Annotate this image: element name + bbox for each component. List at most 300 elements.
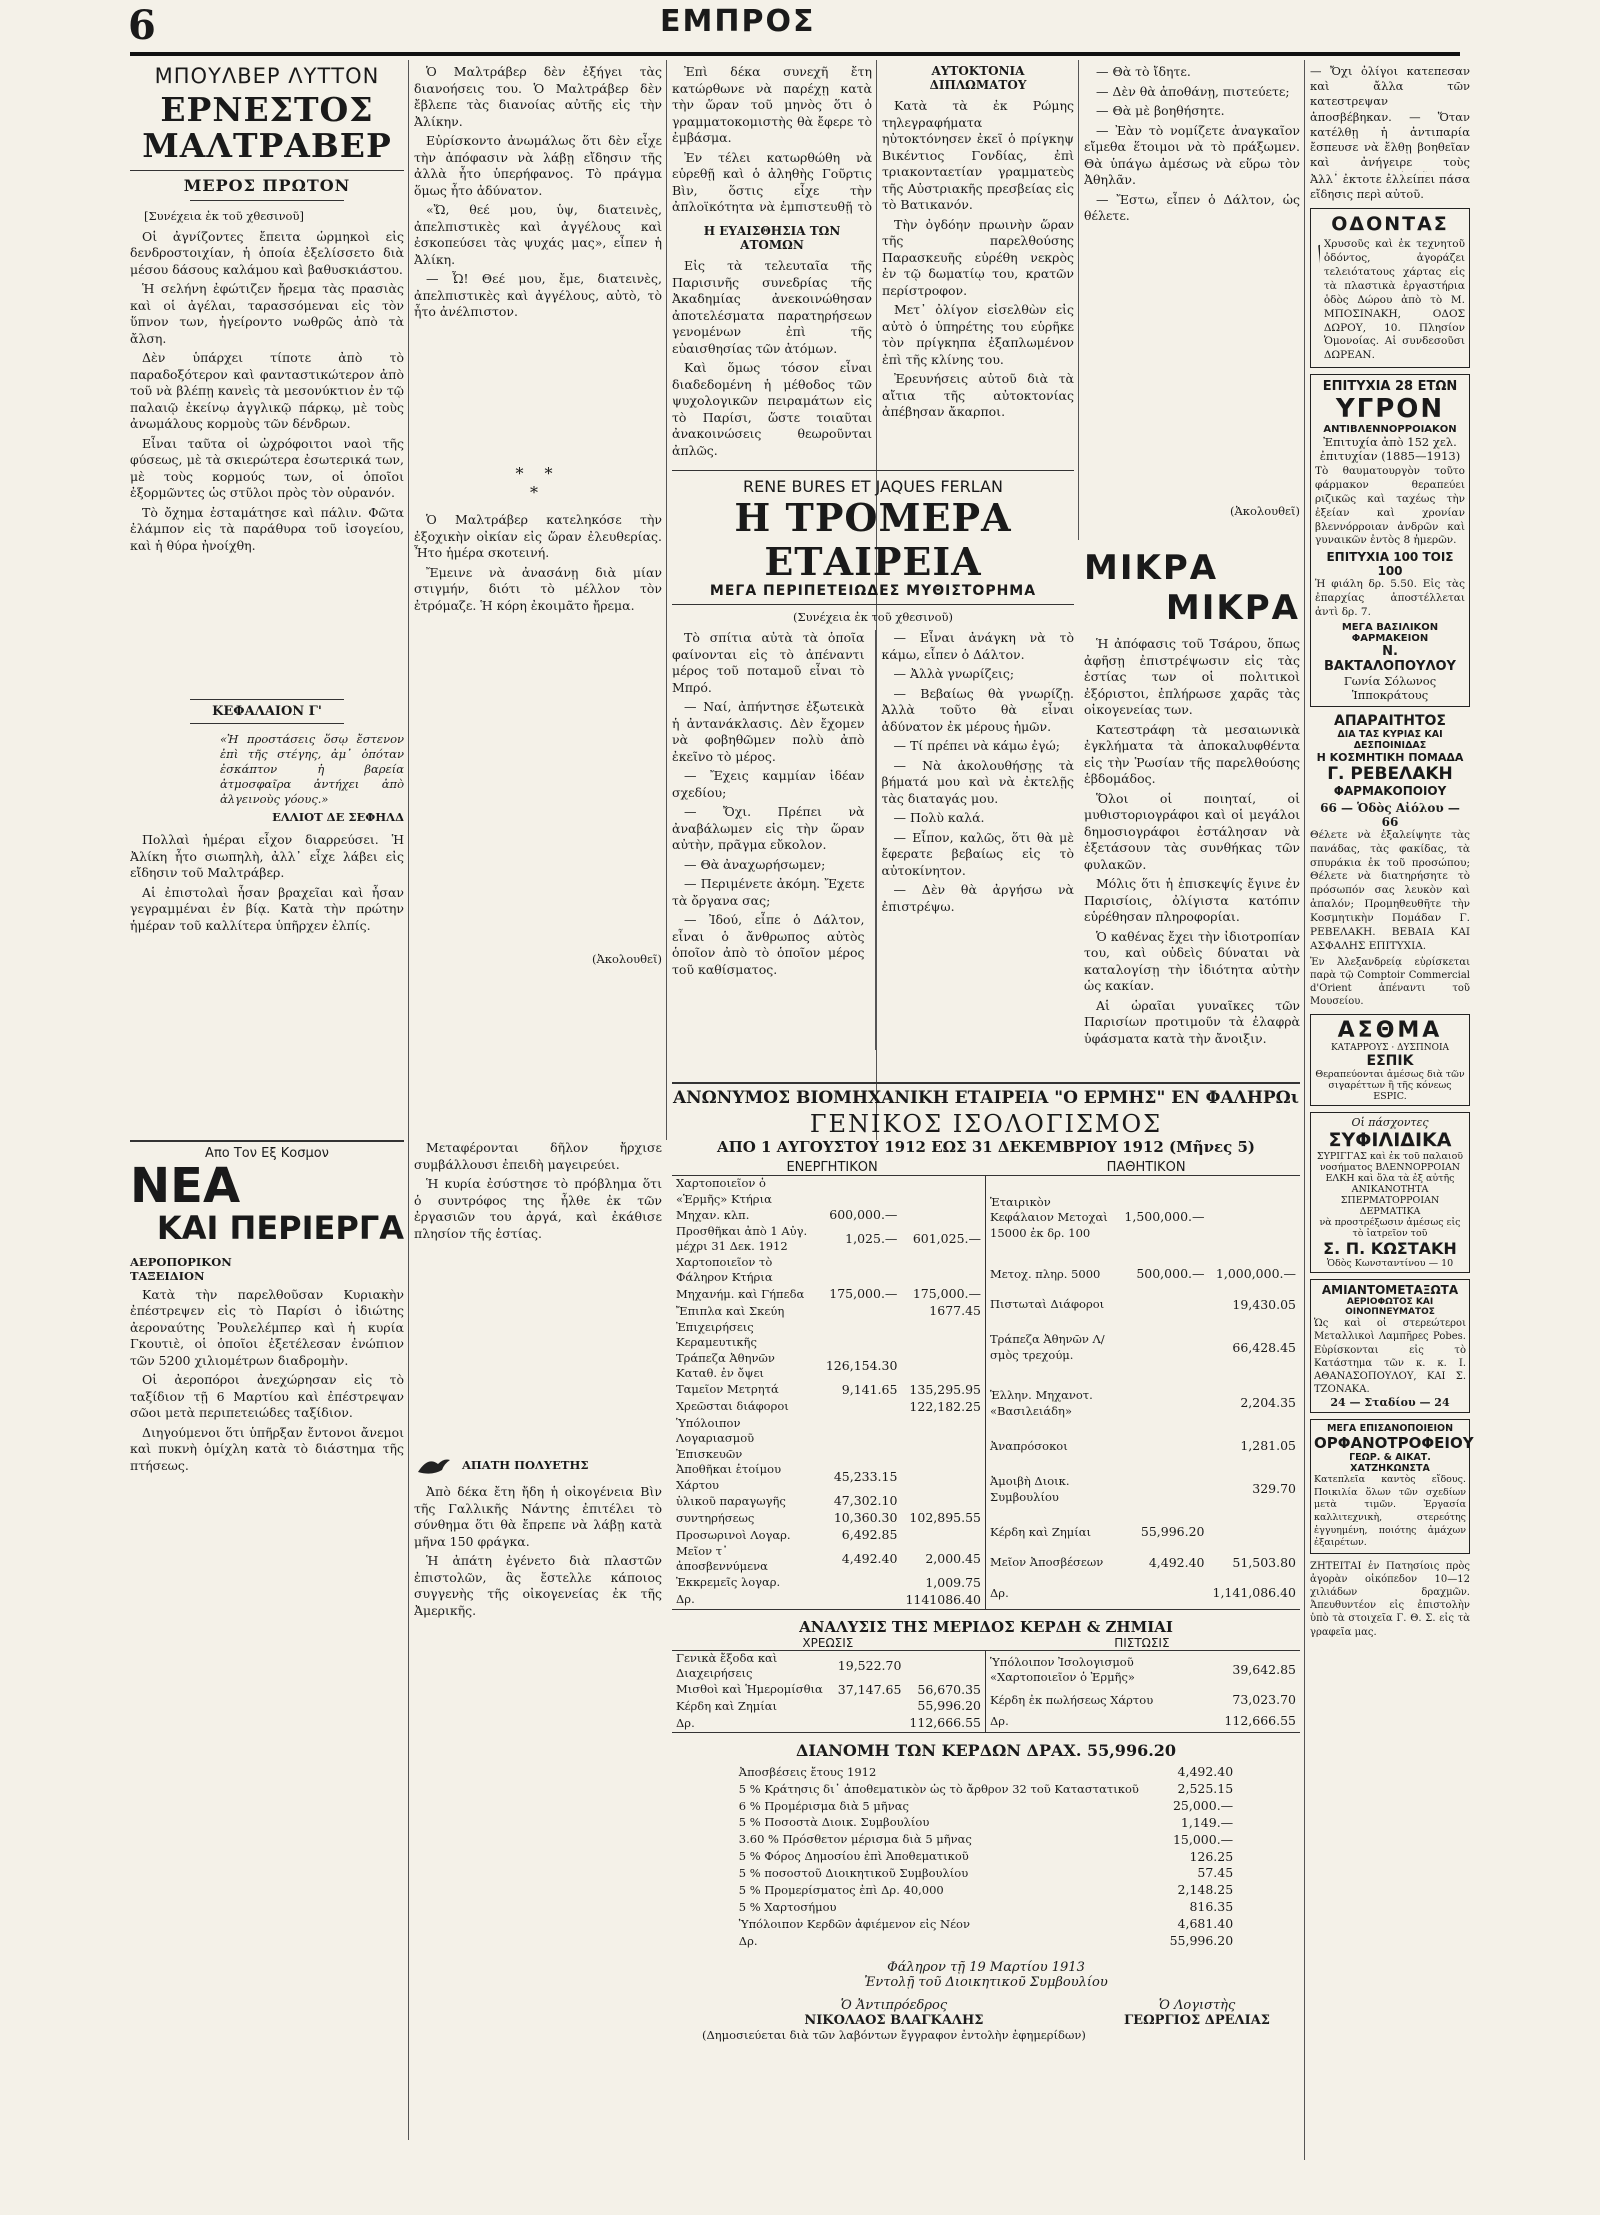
cell-total: 55,996.20 — [917, 1698, 981, 1714]
cell-sub — [1120, 1376, 1208, 1432]
cell-sub — [1155, 1832, 1163, 1849]
distribution-title: ΔΙΑΝΟΜΗ ΤΩΝ ΚΕΡΔΩΝ ΔΡΑΧ. 55,996.20 — [795, 1741, 1177, 1761]
cell-label: Δρ. — [990, 1713, 1009, 1728]
serial2-col-b — [875, 630, 1075, 1050]
cell-sub: 47,302.10 — [833, 1493, 898, 1509]
news-column-4 — [882, 64, 1074, 498]
table-row — [672, 1698, 986, 1715]
amiant-sub: ΑΕΡΙΟΦΩΤΟΣ ΚΑΙ ΟΙΝΟΠΝΕΥΜΑΤΟΣ — [1345, 1297, 1435, 1318]
paragraph: Μετ᾽ ὀλίγον εἰσελθὼν εἰς αὐτὸ ὁ ὑπηρέτης του εὑρῆκε τὸν πρίγκηπα ἐξαπλωμένον ἐπὶ τῆς κλίνης του. — [882, 302, 1074, 367]
pomade-line4: Γ. ΡΕΒΕΛΑΚΗ — [1327, 763, 1453, 784]
item-body — [414, 1484, 662, 1864]
paragraph: Οἱ ἀεροπόροι ἀνεχώρησαν εἰς τὸ ταξίδιον τῇ 6 Μαρτίου καὶ ἐπέστρεψαν σῶοι μετὰ περιπετειώδες ταξίδιον. — [130, 1372, 404, 1421]
asthma-body: Θεραπεύονται ἀμέσως διὰ τῶν σιγαρέττων ἢ τῆς κόνεως ESPIC. — [1315, 1069, 1465, 1103]
hygron-sub: ΑΝΤΙΒΛΕΝΝΟΡΡΟΙΑΚΟΝ — [1323, 424, 1457, 436]
cell-sub — [1120, 1290, 1208, 1320]
cell-total — [901, 1255, 985, 1286]
table-row — [672, 1575, 986, 1592]
to-be-continued: (Ἀκολουθεῖ) — [1230, 504, 1300, 518]
paragraph: Ἡ κυρία ἐσύστησε τὸ πρόβλημα ὅτι ὁ συντρόφος της ἦλθε ἐκ τῶν ἐργασιῶν του ἀργά, καὶ ἐκάθισε πλησίον τῆς ἑστίας. — [414, 1176, 662, 1241]
cell-total: 2,525.15 — [1177, 1781, 1234, 1797]
syph-doctor: Σ. Π. ΚΩΣΤΑΚΗ — [1323, 1239, 1457, 1259]
cell-total: 1141086.40 — [905, 1591, 981, 1607]
cell-label: Τράπεζα Ἀθηνῶν Λ/σμὸς τρεχούμ. — [990, 1332, 1105, 1362]
syphilis-ad — [1310, 1112, 1470, 1273]
table-row — [672, 1303, 986, 1320]
cell-label: Ἀποθῆκαι ἑτοίμου Χάρτου — [676, 1462, 782, 1492]
paragraph: Μόλις ὅτι ἡ ἐπισκεψίς ἔγινε ἐν Παρισίοις, ὀλίγιστα κατόπιν εὑρέθησαν πληροφορίαι. — [1084, 876, 1300, 924]
debit-label: ΧΡΕΩΣΙΣ — [802, 1635, 854, 1650]
cell-total: 51,503.80 — [1232, 1554, 1296, 1570]
article-body — [672, 64, 872, 214]
orphanage-ad — [1310, 1419, 1474, 1553]
dialogue-body — [1084, 64, 1300, 504]
item-headline: ΑΕΡΟΠΟΡΙΚΟΝ ΤΑΞΕΙΔΙΟΝ — [130, 1254, 232, 1283]
balance-period: ΑΠΟ 1 ΑΥΓΟΥΣΤΟΥ 1912 ΕΩΣ 31 ΔΕΚΕΜΒΡΙΟΥ 1912 (Μῆνες 5) — [716, 1138, 1256, 1156]
sig-left-note: (Δημοσιεύεται διὰ τῶν λαβόντων ἔγγραφον ἐντολὴν ἐφημερίδων) — [702, 2027, 1086, 2042]
cell-sub: 1,025.— — [845, 1230, 898, 1246]
sig-left-name: ΝΙΚΟΛΑΟΣ ΒΛΑΓΚΑΛΗΣ — [804, 2012, 984, 2028]
table-row — [986, 1176, 1300, 1260]
table-row — [672, 1286, 986, 1303]
pl-debit-table — [672, 1651, 986, 1733]
balance-date: Φάληρον τῇ 19 Μαρτίου 1913 — [887, 1959, 1085, 1975]
paragraph: Κατὰ τὴν παρελθοῦσαν Κυριακὴν ἐπέστρεψεν εἰς τὸ Παρίσι ὁ ἰδιώτης ἀεροναύτης Ῥουλελέμπερ καὶ ἡ κυρία Γκουτιὲ, οἱ ὁποῖοι ἐξετέλεσαν ἐνώπιον τῶν 5200 χιλιομέτρων διαδρομὴν. — [130, 1286, 404, 1368]
hygron-price: Ἡ φιάλη δρ. 5.50. Εἰς τὰς ἐπαρχίας ἀποστέλλεται ἀντὶ δρ. 7. — [1315, 578, 1465, 618]
cell-label: Ἑταιρικὸν Κεφάλαιον Μετοχαὶ 15000 ἐκ δρ. 100 — [990, 1194, 1108, 1240]
table-row — [672, 1255, 986, 1286]
cell-label: Ἔπιπλα καὶ Σκεύη — [676, 1303, 785, 1318]
pomade-line2: ΔΙΑ ΤΑΣ ΚΥΡΙΑΣ ΚΑΙ ΔΕΣΠΟΙΝΙΔΑΣ — [1337, 728, 1443, 751]
column-divider — [666, 60, 667, 1140]
serial2-subtitle: ΜΕΓΑ ΠΕΡΙΠΕΤΕΙΩΔΕΣ ΜΥΘΙΣΤΟΡΗΜΑ — [709, 583, 1037, 600]
cell-sub — [1155, 1849, 1163, 1866]
paragraph: Ὁ Μαλτράβερ κατεληκόσε τὴν ἐξοχικὴν οἰκίαν εἰς ὥραν ἐλευθερίας. Ἦτο ἡμέρα σκοτεινή. — [414, 512, 662, 560]
cell-label: 5 % Κράτησις δι᾽ ἀποθεματικὸν ὡς τὸ ἄρθρον 32 τοῦ Καταστατικοῦ — [738, 1781, 1139, 1796]
dentist-title: ΟΔΟΝΤΑΣ — [1331, 213, 1449, 236]
pomade-line1: ΑΠΑΡΑΙΤΗΤΟΣ — [1334, 712, 1446, 729]
cell-total: 66,428.45 — [1232, 1339, 1296, 1355]
ads-column — [1310, 64, 1474, 1639]
table-row — [672, 1207, 986, 1224]
cell-sub — [822, 1320, 902, 1351]
cell-total: 15,000.— — [1172, 1831, 1234, 1847]
amiant-ad — [1310, 1279, 1470, 1413]
credit-label: ΠΙΣΤΩΣΙΣ — [1114, 1635, 1170, 1650]
serial-author: ΜΠΟΥΛΒΕΡ ΛΥΤΤΟΝ — [154, 64, 380, 88]
hygron-address: Γωνία Σόλωνος Ἱπποκράτους — [1343, 673, 1437, 702]
table-row — [735, 1849, 1237, 1866]
cell-total — [901, 1462, 985, 1493]
mikra-title: ΜΙΚΡΑ — [1084, 548, 1219, 588]
cell-sub — [1120, 1432, 1208, 1462]
table-row — [735, 1933, 1237, 1950]
cell-total — [1209, 1176, 1301, 1260]
serial-body-col2 — [414, 64, 662, 454]
cell-label: 6 % Προμέρισμα διὰ 5 μῆνας — [738, 1798, 909, 1813]
cell-label: Ἀποσβέσεις ἔτους 1912 — [738, 1764, 877, 1779]
asthma-brand: ΕΣΠΙΚ — [1366, 1053, 1414, 1070]
cell-sub: 9,141.65 — [841, 1381, 898, 1397]
epigraph: «Ἡ προστάσεις ὅσῳ ἔστενον ἐπὶ τῆς στέγης, ἀμ᾽ ὁπόταν ἐσκάπτον ἡ βαρεία ἀτμοσφαῖρα ἀντήχει ἀπὸ ἀλγεινοὺς γόους.» — [220, 731, 404, 807]
column-divider — [408, 1140, 409, 2140]
cell-sub: 175,000.— — [829, 1285, 898, 1301]
chapter-heading: ΚΕΦΑΛΑΙΟΝ Γ' — [212, 703, 322, 719]
cell-total: 135,295.95 — [909, 1381, 981, 1397]
syph-line1: Οἱ πάσχοντες — [1351, 1116, 1429, 1130]
section-stars: * * * — [515, 464, 561, 502]
orph-body: Κατεπλεῖα καντὸς εἴδους. Ποικιλία ὅλων τῶν σχεδίων μετὰ τιμῶν. Ἐργασία καλλιτεχνικὴ, στερεότης ἐγγυημένη, ποιότης ἀμάχων ἐξαιρέτων. — [1314, 1474, 1466, 1549]
cell-label: Μετοχ. πληρ. 5000 — [990, 1266, 1101, 1281]
paragraph: Ἡ ἀπόφασις τοῦ Τσάρου, ὅπως ἀφῆσῃ ἐπιστρέψωσιν εἰς τὰς ἑστίας των οἱ πολιτικοὶ ἐξόριστοι, ἐπλήρωσε χαρᾶς τὰς οἰκογενείας των. — [1084, 636, 1300, 717]
cell-sub — [1120, 1462, 1208, 1518]
cell-sub — [822, 1255, 902, 1286]
cell-total: 329.70 — [1252, 1481, 1296, 1497]
table-row — [986, 1711, 1300, 1732]
table-row — [672, 1682, 986, 1699]
section-title-2: ΚΑΙ ΠΕΡΙΕΡΓΑ — [156, 1209, 404, 1248]
wanted-ad: ΖΗΤΕΙΤΑΙ ἐν Πατησίοις πρὸς ἀγορὰν οἰκόπεδον 10—12 χιλιάδων δραχμῶν. Ἀπευθυντέον εἰς ἐπιστολὴν ὑπὸ τὰ στοιχεῖα Γ. Θ. Σ. εἰς τὰ γραφεῖα μας. — [1310, 1560, 1470, 1638]
cell-sub — [1212, 1690, 1220, 1711]
table-row — [986, 1651, 1300, 1690]
cell-total — [901, 1176, 985, 1207]
paragraph: Αἱ ὡραῖαι γυναῖκες τῶν Παρισίων προτιμοῦν τὰ ἐλαφρὰ ὑφάσματα κατὰ τὴν ἄνοιξιν. — [1084, 997, 1300, 1046]
cell-label: Προσωρινοὶ Λογαρ. — [676, 1527, 791, 1542]
paragraph: Ἐν τέλει κατωρθώθη νὰ εὑρεθῇ καὶ ὁ ἀληθὴς Γοῦρτις Βὶν, ὅστις εἶχε τὴν ἀπλοϊκότητα νὰ ἐμπιστευθῇ τὸ — [672, 149, 872, 214]
nea-perierga-cont — [414, 1140, 662, 1864]
pl-title: ΑΝΑΛΥΣΙΣ ΤΗΣ ΜΕΡΙΔΟΣ ΚΕΡΔΗ & ΖΗΜΙΑΙ — [799, 1617, 1173, 1636]
paragraph: Τὸ ὄχημα ἐσταμάτησε καὶ πάλιν. Φῶτα ἐλάμπον εἰς τὰ παράθυρα τοῦ ἰσογείου, καὶ ἡ θύρα ἠνοίχθη. — [130, 504, 404, 553]
paragraph: Μεταφέρονται δῆλον ἤρχισε συμβάλλουσι ἐπειδὴ μαγειρεύει. — [414, 1140, 662, 1172]
article-body — [882, 98, 1074, 498]
column-divider — [1304, 60, 1305, 2160]
table-row — [672, 1462, 986, 1493]
cell-sub: 126,154.30 — [825, 1357, 898, 1373]
paragraph: — Δὲν θὰ ἀργήσω νὰ ἐπιστρέψω. — [881, 882, 1074, 914]
table-row — [986, 1290, 1300, 1320]
pomade-address: 66 — Ὁδὸς Αἰόλου — 66 — [1320, 800, 1460, 829]
serial2-col-a — [672, 630, 865, 1050]
cell-label: ὑλικοῦ παραγωγῆς — [676, 1493, 786, 1508]
cell-total: 4,492.40 — [1177, 1764, 1234, 1780]
section-title-1: ΝΕΑ — [130, 1158, 241, 1214]
cell-label: Τράπεζα Ἀθηνῶν Καταθ. ἐν ὄψει — [676, 1350, 775, 1381]
orph-line1: ΜΕΓΑ ΕΠΙΣΑΝΟΠΟΙΕΙΟΝ — [1326, 1423, 1454, 1435]
paragraph: Εἶναι ταῦτα οἱ ὠχρόφοιτοι ναοὶ τῆς φύσεως, μὲ τὰ σκιερώτερα ἐσωτερικά των, μὲ τοὺς κορμούς των, οἱ ὁποῖοι ἐξορμῶντες ὡς στῦλοι πρὸς τὸν οὐρανόν. — [130, 435, 404, 501]
table-row — [672, 1382, 986, 1399]
serial2-authors: RENE BURES ET JAQUES FERLAN — [743, 477, 1003, 496]
cell-sub — [834, 1715, 906, 1732]
dentist-ad — [1310, 208, 1470, 368]
cell-total: 55,996.20 — [1169, 1932, 1234, 1948]
mikra-body — [1084, 636, 1300, 1156]
cell-label: 5 % ποσοστοῦ Διοικητικοῦ Συμβουλίου — [738, 1866, 969, 1881]
cell-label: Χαρτοποιεῖον τὸ Φάληρον Κτήρια — [676, 1254, 773, 1285]
paragraph: Ὅλοι οἱ ποιηταί, οἱ μυθιστοριογράφοι καὶ οἱ μεγάλοι δημοσιογράφοι ἐστάλησαν νὰ ἐξετάσουν τὰς συνθήκας τῶν φυλακῶν. — [1084, 790, 1300, 872]
cell-total: 1,149.— — [1180, 1814, 1234, 1830]
amiant-address: 24 — Σταδίου — 24 — [1330, 1396, 1450, 1410]
cell-sub: 55,996.20 — [1140, 1524, 1205, 1540]
cell-label: Ὑπόλοιπον Λογαριασμοῦ Ἐπισκευῶν — [676, 1415, 755, 1461]
cell-total — [905, 1651, 985, 1682]
paragraph: Ἐρευνήσεις αὐτοῦ διὰ τὰ αἴτια τῆς αὐτοκτονίας ἀπέβησαν ἄκαρποι. — [882, 371, 1074, 419]
cell-sub — [1155, 1882, 1163, 1899]
serial2-title: Η ΤΡΟΜΕΡΑ ΕΤΑΙΡΕΙΑ — [734, 495, 1012, 584]
pomade-line5: ΦΑΡΜΑΚΟΠΟΙΟΥ — [1333, 783, 1447, 798]
paragraph: — Ἔστω, εἶπεν ὁ Δάλτον, ὡς θέλετε. — [1084, 191, 1300, 223]
table-row — [672, 1715, 986, 1732]
table-row — [986, 1518, 1300, 1548]
paragraph: Τὸ σπίτια αὐτὰ τὰ ὁποῖα φαίνονται εἰς τὸ ἀπέναντι μέρος τοῦ ποταμοῦ εἶναι τὸ Μπρό. — [672, 630, 865, 695]
cell-total: 1,281.05 — [1240, 1438, 1296, 1454]
table-row — [986, 1260, 1300, 1290]
paragraph: — Εἶναι ἀνάγκη νὰ τὸ κάμω, εἶπεν ὁ Δάλτον. — [881, 630, 1074, 662]
paragraph: — Πολὺ καλά. — [893, 810, 985, 826]
paragraph: Τὴν ὀγδόην πρωινὴν ὥραν τῆς παρελθούσης Παρασκευῆς εὑρέθη νεκρὸς ἐν τῷ δωματίῳ του, κρατῶν περίστροφον. — [882, 216, 1074, 298]
cell-sub: 10,360.30 — [833, 1509, 898, 1525]
paragraph: — Ἰδού, εἶπε ὁ Δάλτον, εἶναι ὁ ἄνθρωπος αὐτὸς ὁποῖον ἀπὸ τὸ ὁποῖον μέρος τοῦ καθίσματος. — [672, 912, 865, 977]
cell-sub: 500,000.— — [1136, 1266, 1205, 1282]
table-row — [986, 1376, 1300, 1432]
asthma-sub: ΚΑΤΑΡΡΟΥΣ · ΔΥΣΠΝΟΙΑ — [1330, 1043, 1450, 1054]
cell-total: 4,681.40 — [1177, 1916, 1234, 1932]
cell-sub — [1212, 1651, 1220, 1690]
serial-maltraver — [130, 64, 404, 1122]
paragraph: Εἰς τὰ τελευταῖα τῆς Παρισινῆς συνεδρίας τῆς Ἀκαδημίας ἀνεκοινώθησαν ἀποτελέσματα παρατηρήσεων γενομένων ἐπὶ τῆς εὐαισθησίας τῶν ἀτόμων. — [672, 258, 872, 356]
cell-sub — [1120, 1320, 1208, 1376]
paragraph: — Θὰ μὲ βοηθήσητε. — [1096, 103, 1225, 118]
cell-total — [901, 1207, 985, 1224]
cell-sub — [822, 1416, 902, 1463]
cell-label: Ὑπόλοιπον Κερδῶν ἀφιέμενον εἰς Νέον — [738, 1916, 970, 1931]
column-divider — [1078, 60, 1079, 540]
cell-label: Ἐκκρεμεῖς λογαρ. — [676, 1575, 781, 1590]
pomade-note: Ἐν Ἀλεξανδρείᾳ εὑρίσκεται παρὰ τῷ Comptoir Commercial d'Orient ἀπέναντι τοῦ Μουσείου. — [1310, 956, 1470, 1008]
table-row — [672, 1416, 986, 1463]
cell-sub: 600,000.— — [829, 1207, 898, 1223]
mikra-title-2: ΜΙΚΡΑ — [1165, 588, 1300, 628]
cell-label: Πιστωταὶ Διάφοροι — [990, 1297, 1105, 1312]
cell-sub — [834, 1698, 906, 1715]
paragraph: — Νὰ ἀκολουθήσῃς τὰ βήματά μου καὶ νὰ ἐκτελῇς τὰς διαταγάς μου. — [881, 757, 1074, 806]
cell-total — [1209, 1518, 1301, 1548]
item-body — [130, 1287, 404, 1887]
cell-total: 2,204.35 — [1240, 1395, 1296, 1411]
paragraph: Κατὰ τὰ ἐκ Ρώμης τηλεγραφήματα ηὐτοκτόνησεν ἐκεῖ ὁ πρίγκηψ Βικέντιος Γονδίας, ἐπὶ τριακονταετίαν γραμματεὺς τῆς Αὐστριακῆς πρεσβείας εἰς τὸ Βατικανόν. — [882, 98, 1074, 212]
column-divider — [408, 60, 409, 1140]
table-row — [986, 1690, 1300, 1711]
cell-total: 122,182.25 — [909, 1398, 981, 1414]
news-column-3 — [672, 64, 872, 488]
pomade-ad — [1310, 713, 1470, 1008]
company-name: ΑΝΩΝΥΜΟΣ ΒΙΟΜΗΧΑΝΙΚΗ ΕΤΑΙΡΕΙΑ "Ο ΕΡΜΗΣ" ΕΝ ΦΑΛΗΡΩι — [672, 1088, 1300, 1108]
table-row — [986, 1578, 1300, 1608]
cell-sub — [822, 1303, 902, 1320]
cell-label: Μισθοὶ καὶ Ἡμερομίσθια — [676, 1682, 823, 1697]
cell-label: Μεῖον τ᾽ ἀποσβεννύμενα — [676, 1543, 768, 1574]
table-row — [672, 1493, 986, 1510]
paragraph: — Βεβαίως θὰ γνωρίζῃ. Ἀλλὰ τοῦτο θὰ εἶναι ἀδύνατον ἐκ μέρους ἡμῶν. — [881, 685, 1074, 734]
table-row — [735, 1865, 1237, 1882]
liabilities-table — [986, 1176, 1300, 1609]
table-row — [986, 1432, 1300, 1462]
balance-order: Ἐντολῇ τοῦ Διοικητικοῦ Συμβουλίου — [864, 1974, 1108, 1990]
table-row — [735, 1832, 1237, 1849]
paragraph: Ἀπὸ δέκα ἔτη ἤδη ἡ οἰκογένεια Βὶν τῆς Γαλλικῆς Νάντης ἐπιτέλει τὸ σύνθημα ὅτι θὰ ἔπρεπε νὰ λάβῃ κατὰ μῆνα 150 φράγκα. — [414, 1484, 662, 1549]
cell-total: 112,666.55 — [909, 1715, 981, 1731]
table-row — [672, 1544, 986, 1575]
hygron-title: ΥΓΡΟΝ — [1335, 394, 1445, 425]
paragraph: Ἡ ἀπάτη ἐγένετο διὰ πλαστῶν ἐπιστολῶν, ἃς ἔστελλε κάποιος συγγενὴς τῆς οἰκογενείας ἐκ τῆς Ἀμερικῆς. — [414, 1553, 662, 1618]
serial-part: ΜΕΡΟΣ ΠΡΩΤΟΝ — [183, 175, 351, 195]
nea-perierga — [130, 1140, 404, 1887]
cell-total: 73,023.70 — [1232, 1691, 1296, 1707]
hygron-cure: ΕΠΙΤΥΧΙΑ 100 ΤΟΙΣ 100 — [1326, 550, 1454, 579]
cell-label: Γενικὰ ἔξοδα καὶ Διαχειρήσεις — [676, 1650, 778, 1681]
item-headline: ΑΠΑΤΗ ΠΟΛΥΕΤΗΣ — [462, 1458, 589, 1472]
cell-total: 175,000.— — [912, 1285, 981, 1301]
serial-tromera — [672, 470, 1074, 1050]
serial-body — [130, 229, 404, 689]
masthead: ΕΜΠΡΟΣ — [660, 4, 816, 39]
paragraph: — Περιμένετε ἀκόμη. Ἔχετε τὰ ὄργανα σας; — [672, 876, 865, 908]
asthma-ad — [1310, 1014, 1470, 1106]
cell-total: 25,000.— — [1172, 1797, 1234, 1813]
cell-total: 1677.45 — [929, 1302, 981, 1318]
table-row — [672, 1351, 986, 1382]
distribution-table — [735, 1764, 1237, 1950]
serial-body-2 — [130, 832, 404, 1122]
hygron-ad — [1310, 374, 1470, 707]
paragraph: Κατεστράφη τὰ μεσαιωνικὰ ἐγκλήματα τὰ ἀποκαλυφθέντα εἰς τὴν Ῥωσίαν τῆς παρελθούσης ἑβδομάδος. — [1084, 721, 1300, 786]
cell-label: συντηρήσεως — [676, 1510, 755, 1525]
balance-title: ΓΕΝΙΚΟΣ ΙΣΟΛΟΓΙΣΜΟΣ — [809, 1110, 1163, 1138]
article-headline: Η ΕΥΑΙΣΘΗΣΙΑ ΤΩΝ ΑΤΟΜΩΝ — [703, 224, 841, 252]
syph-line2: ΣΥΦΙΛΙΔΙΚΑ — [1328, 1129, 1452, 1152]
paragraph: Διηγούμενοι ὅτι ὑπῆρξαν ἔντονοι ἄνεμοι καὶ πυκνὴ ὁμίχλη κατὰ τὸ διάστημα τῆς πτήσεως. — [130, 1424, 404, 1473]
table-row — [735, 1815, 1237, 1832]
cell-sub — [822, 1399, 902, 1416]
assets-table — [672, 1176, 986, 1609]
paragraph: — Θὰ τὸ ἴδητε. — [1096, 64, 1191, 79]
cell-sub: 1,500,000.— — [1124, 1209, 1205, 1225]
amiant-body: Ὡς καὶ οἱ στερεώτεροι Μεταλλικοὶ Λαμπῆρες Pobes. Εὑρίσκονται εἰς τὸ Κατάστημα τῶν κ. κ. Ι. ΑΘΑΝΑΣΟΠΟΥΛΟΥ, ΚΑΙ Σ. ΤΖΟΝΑΚΑ. — [1314, 1318, 1466, 1396]
cell-sub — [1155, 1916, 1163, 1933]
cell-total: 102,895.55 — [909, 1509, 981, 1525]
cell-label: 3.60 % Πρόσθετον μέρισμα διὰ 5 μῆνας — [738, 1832, 972, 1847]
paragraph: Ὁ Μαλτράβερ δὲν ἐξήγει τὰς διανοήσεις του. Ὁ Μαλτράβερ δὲν ἔβλεπε τὰς διανοίας αὐτῆς εἰς τὴν Ἀλίκην. — [414, 64, 662, 129]
item-body — [414, 1140, 662, 1440]
table-row — [672, 1320, 986, 1351]
table-row — [735, 1781, 1237, 1798]
cell-sub: 4,492.40 — [1148, 1554, 1205, 1570]
pomade-body: Θέλετε νὰ ἐξαλείψητε τὰς πανάδας, τὰς φακίδας, τὰ σπυράκια ἐκ τοῦ προσώπου; Θέλετε νὰ διατηρήσητε τὸ πρόσωπόν σας λευκὸν καὶ ἁπαλόν; Προμηθευθῆτε τὴν Κοσμητικὴν Πομάδαν Γ. ΡΕΒΕΛΑΚΗ. ΒΕΒΑΙΑ ΚΑΙ ΑΣΦΑΛΗΣ ΕΠΙΤΥΧΙΑ. — [1310, 828, 1470, 952]
cell-sub — [822, 1592, 902, 1609]
table-row — [672, 1651, 986, 1682]
cell-sub — [1155, 1781, 1163, 1798]
cell-label: 5 % Φόρος Δημοσίου ἐπὶ Ἀποθεματικοῦ — [738, 1849, 969, 1864]
cell-total: 2,000.45 — [925, 1550, 981, 1566]
cell-total: 57.45 — [1197, 1865, 1234, 1881]
ad-text-footer: Ἀλλ᾽ ἐκτοτε ἐλλείπει πάσα εἴδησις περὶ αὐτοῦ. — [1310, 172, 1470, 202]
hygron-since: Ἐπιτυχία ἀπὸ 152 χελ. ἐπιτυχίαν (1885—1913) — [1319, 435, 1461, 464]
balance-sheet — [672, 1082, 1300, 2042]
table-row — [735, 1798, 1237, 1815]
paragraph: Ἔμεινε νὰ ἀνασάνῃ διὰ μίαν στιγμήν, διότι τὸ μέλλον τὸν ἐτρόμαζε. Ἡ κόρη ἐκοιμᾶτο ἤρεμα. — [414, 564, 662, 613]
table-row — [986, 1320, 1300, 1376]
paragraph: «Ὤ, θεέ μου, ὑψ, διατεινὲς, ἀπελπιστικὲς καὶ ἀγγέλους καὶ ἐσκοπεύσει τὰς ψυχάς μας», εἶπεν ἡ Ἀλίκη. — [414, 202, 662, 267]
cell-sub — [1155, 1933, 1163, 1950]
cell-label: 5 % Χαρτοσήμου — [738, 1899, 837, 1914]
cell-total: 19,430.05 — [1232, 1296, 1296, 1312]
paragraph: Ἡ σελήνη ἐφώτιζεν ἤρεμα τὰς πρασιὰς καὶ οἱ ἀγέλαι, ταρασσόμεναι εἰς τὸν ὕπνον των, ἠγείροντο νωθρῶς ἀπὸ τὰ ἄλση. — [130, 281, 404, 346]
paragraph: Εὐρίσκοντο ἀνωμάλως ὅτι δὲν εἶχε τὴν ἀπόφασιν νὰ λάβῃ εἴδησιν τῆς ἀλλὰ ἦτο ὑπερήφανος. Τὸ πράγμα ὅμως ἦτο ἀδύνατον. — [414, 133, 662, 198]
dentist-body: Χρυσοῦς καὶ ἐκ τεχνητοῦ ὀδόντος, ἀγοράζει τελειότατους χάρτας εἰς τὰ πλαστικὰ ἐργαστήρια ὁδὸς Δώρου ἀπὸ τὸ Μ. ΜΠΟΣΙΝΑΚΗ, ΟΔΟΣ ΔΩΡΟΥ, 10. Πλησίον Ὁμονοίας. Αἱ συνδεσοῦσι ΔΩΡΕΑΝ. — [1323, 238, 1465, 362]
cell-sub: 4,492.40 — [841, 1550, 898, 1566]
cell-label: Δρ. — [676, 1592, 695, 1607]
sig-right-role: Ὁ Λογιστὴς — [1158, 1997, 1236, 2013]
syph-address: Ὁδὸς Κωνσταντίνου — 10 — [1326, 1258, 1454, 1270]
table-row — [672, 1176, 986, 1207]
paragraph: — Ἔχεις καμμίαν ἰδέαν σχεδίου; — [672, 768, 865, 800]
paragraph: Οἱ ἀγνίζοντες ἔπειτα ὡρμηκοὶ εἰς δενδροστοιχίαν, ἡ ὁποία ἐξελίσσετο διὰ μέσου δάσους καλάμου καὶ βαθυσκιάστου. — [130, 228, 404, 277]
paragraph: — Ὄχι. Πρέπει νὰ ἀναβάλωμεν εἰς τὴν ὥραν αὐτὴν, πρᾶγμα εὔκολον. — [672, 804, 865, 853]
sig-right-name: ΓΕΩΡΓΙΟΣ ΔΡΕΛΙΑΣ — [1123, 2012, 1270, 2028]
serial-title: ΕΡΝΕΣΤΟΣ ΜΑΛΤΡΑΒΕΡ — [142, 90, 392, 166]
cell-label: Μηχανήμ. καὶ Γήπεδα — [676, 1286, 805, 1301]
paragraph: — Εἶπον, καλῶς, ὅτι θὰ μὲ ἔφερατε βεβαίως εἰς τὸ αὐτοκίνητον. — [881, 829, 1074, 878]
cell-label: Προσθῆκαι ἀπὸ 1 Αὐγ. μέχρι 31 Δεκ. 1912 — [676, 1223, 808, 1254]
assets-label: ΕΝΕΡΓΗΤΙΚΟΝ — [786, 1160, 878, 1175]
table-row — [735, 1916, 1237, 1933]
cell-total — [901, 1493, 985, 1510]
paragraph: Δὲν ὑπάρχει τίποτε ἀπὸ τὸ παραδοξότερον καὶ φανταστικώτερον ἀπὸ τοῦ νὰ βλέπῃ κανεὶς τὰ μεσονύκτιον ἐν τῷ παλαιῷ ἐκείνῳ ἀγγλικῷ πάρκῳ, μὲ τοὺς ἀνωμάλους κορμοὺς τῶν δένδρων. — [130, 350, 404, 432]
cell-label: 5 % Προμερίσματος ἐπὶ Δρ. 40,000 — [738, 1882, 944, 1897]
pl-credit-table — [986, 1651, 1300, 1733]
asthma-title: ΑΣΘΜΑ — [1337, 1018, 1443, 1044]
continuation-note: [Συνέχεια ἐκ τοῦ χθεσινοῦ] — [144, 208, 304, 223]
paragraph: Καὶ ὅμως τόσον εἶναι διαδεδομένη ἡ μέθοδος τῶν ψυχολογικῶν πειραμάτων εἰς τὸ Παρίσι, ὥστε τοιαῦται ἀνακοινώσεις θεωροῦνται ἀπλῶς. — [672, 360, 872, 458]
cell-total — [901, 1351, 985, 1382]
orph-line2: ΟΡΦΑΝΟΤΡΟΦΕΙΟΥ — [1314, 1434, 1474, 1453]
syph-line3: νὰ προστρέξωσιν ἀμέσως εἰς τὸ ἰατρεῖον τοῦ — [1319, 1217, 1461, 1240]
table-row — [986, 1548, 1300, 1578]
section-label: Απο Τον Εξ Κοσμον — [205, 1146, 329, 1161]
cell-label: Κέρδη καὶ Ζημίαι — [990, 1524, 1092, 1539]
continuation-note: (Συνέχεια ἐκ τοῦ χθεσινοῦ) — [793, 610, 953, 625]
cell-total: 126.25 — [1189, 1848, 1234, 1864]
paragraph: — Τί πρέπει νὰ κάμω ἐγώ; — [893, 738, 1060, 754]
cell-label: Χαρτοποιεῖον ὁ «Ἑρμῆς» Κτήρια — [676, 1176, 772, 1206]
cell-total: 112,666.55 — [1224, 1713, 1296, 1729]
cell-sub — [1155, 1798, 1163, 1815]
table-row — [672, 1527, 986, 1544]
table-row — [735, 1899, 1237, 1916]
cell-total: 39,642.85 — [1232, 1661, 1296, 1677]
syph-body: ΣΥΡΙΓΓΑΣ καὶ ἐκ τοῦ παλαιοῦ νοσήματος ΒΛΕΝΝΟΡΡΟΙΑΝ ΕΛΚΗ καὶ ὅλα τὰ ἐξ αὐτῆς ΑΝΙΚΑΝΟΤΗΤΑ ΣΠΕΡΜΑΤΟΡΡΟΙΑΝ ΔΕΡΜΑΤΙΚΑ — [1316, 1151, 1464, 1218]
cell-total — [901, 1416, 985, 1463]
paragraph: Ἐπὶ δέκα συνεχῆ ἔτη κατώρθωνε νὰ παρέχῃ κατὰ τὴν ὥραν τοῦ μηνὸς ὅτι ὁ γραμματοκομιστὴς θὰ ἔφερε τὸ ἐμβάσμα. — [672, 64, 872, 145]
liabilities-label: ΠΑΘΗΤΙΚΟΝ — [1106, 1160, 1186, 1175]
ad-text: — Ὄχι ὀλίγοι κατεπεσαν καὶ ἄλλα τῶν κατεστρεψαν ἀποσβέβηκαν. — Ὅταν κατέλθῃ ἡ ἀντιπαρία ἔσπευσε νὰ ἔλθῃ βοηθεῖαν καὶ ἀνήγειρε τοὺς — [1310, 64, 1470, 170]
cell-total: 2,148.25 — [1177, 1882, 1234, 1898]
table-row — [735, 1764, 1237, 1781]
cell-sub: 19,522.70 — [837, 1657, 902, 1673]
cell-label: 5 % Ποσοστὰ Διοικ. Συμβουλίου — [738, 1815, 930, 1830]
cell-total: 1,141,086.40 — [1212, 1584, 1296, 1600]
cell-label: Ἑλλην. Μηχανοτ. «Βασιλειάδη» — [990, 1388, 1093, 1418]
cell-sub — [822, 1575, 902, 1592]
